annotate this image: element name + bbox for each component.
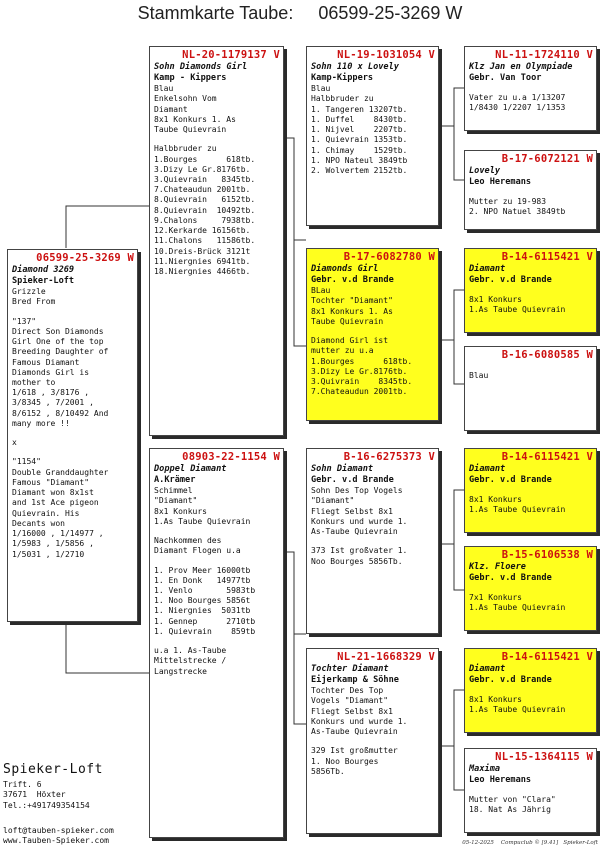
breeder-name: Eijerkamp & Söhne xyxy=(311,675,399,686)
pigeon-card-mmm xyxy=(464,748,597,833)
note-line: 12.Kerkarde 16156tb. xyxy=(154,226,251,236)
note-spacer xyxy=(469,686,593,695)
breeder-name: Gebr. v.d Brande xyxy=(469,573,552,584)
loft-contact: loft@tauben-spieker.com www.Tauben-Spieker.com xyxy=(3,826,114,846)
note-line: 8/6152 , 8/10492 And xyxy=(12,408,109,418)
ring-number: 08903-22-1154 W xyxy=(182,451,280,463)
note-line: 1. Quievrain 859tb xyxy=(154,626,256,636)
pigeon-card-mfm xyxy=(464,546,597,631)
loft-address: Trift. 6 37671 Höxter Tel.:+491749354154 xyxy=(3,780,90,810)
pigeon-card-ffm xyxy=(464,150,597,230)
breeder-name: Gebr. v.d Brande xyxy=(469,675,552,686)
note-line: 1. Gennep 2710tb xyxy=(154,616,256,626)
note-line: and 1st Ace pigeon xyxy=(12,498,99,508)
note-line: 1/8430 1/2207 1/1353 xyxy=(469,103,566,113)
ring-number: NL-15-1364115 W xyxy=(495,751,593,763)
note-line: Tochter "Diamant" xyxy=(311,296,393,306)
ring-number: B-14-6115421 V xyxy=(501,451,593,463)
pigeon-card-mff xyxy=(464,448,597,533)
note-line: Fliegt Selbst 8x1 xyxy=(311,506,393,516)
note-line: 1. Prov Meer 16000tb xyxy=(154,565,251,575)
note-line: 10.Dreis-Brück 3121t xyxy=(154,246,251,256)
note-line: Fliegt Selbst 8x1 xyxy=(311,706,393,716)
note-line: 1/5031 , 1/2710 xyxy=(12,549,85,559)
note-line: 9.Chalons 7938tb. xyxy=(154,215,256,225)
breeder-name: Leo Heremans xyxy=(469,177,532,188)
note-spacer xyxy=(12,308,134,317)
pigeon-name: Diamonds Girl xyxy=(311,264,379,275)
note-line: 3.Quievrain 8345tb. xyxy=(154,175,256,184)
breeder-name: Kamp-Kippers xyxy=(311,73,374,84)
note-line: 3/8345 , 7/2001 , xyxy=(12,398,94,408)
note-spacer xyxy=(311,737,435,746)
note-line: 1.As Taube Quievrain xyxy=(469,603,566,613)
pigeon-card-mf xyxy=(306,448,439,634)
breeder-name: Leo Heremans xyxy=(469,775,532,786)
ring-number: B-14-6115421 V xyxy=(501,651,593,663)
pigeon-name: Diamant xyxy=(469,664,506,675)
ring-number: B-14-6115421 V xyxy=(501,251,593,263)
note-spacer xyxy=(154,637,280,646)
ring-number: NL-11-1724110 V xyxy=(495,49,593,61)
note-line: 2. NPO Natuel 3849tb xyxy=(469,207,566,217)
pigeon-card-ff xyxy=(306,46,439,226)
note-spacer xyxy=(311,327,435,336)
ring-number: NL-21-1668329 V xyxy=(337,651,435,663)
note-line: Diamond Girl ist xyxy=(311,336,389,346)
loft-name: Spieker-Loft xyxy=(3,762,103,777)
note-line: 1.Bourges 618tb. xyxy=(154,154,256,164)
pigeon-attribute: BLau xyxy=(311,286,331,296)
note-line: Famous Diamant xyxy=(12,357,80,367)
pigeon-card-fm xyxy=(306,248,439,421)
pigeon-attribute: Bred From xyxy=(12,297,56,307)
note-spacer xyxy=(12,448,134,457)
note-line: 8x1 Konkurs 1. As xyxy=(154,114,236,124)
note-line: Diamant Flogen u.a xyxy=(154,546,241,556)
note-line: 1. Venlo 5983tb xyxy=(154,586,256,595)
pigeon-card-mmf xyxy=(464,648,597,733)
breeder-name: Spieker-Loft xyxy=(12,276,75,287)
note-line: Tochter Des Top xyxy=(311,686,384,696)
note-line: 1. Chimay 1529tb. xyxy=(311,145,408,155)
note-line: 1/618 , 3/8176 , xyxy=(12,388,90,398)
ring-number: B-17-6072121 W xyxy=(501,153,593,165)
note-line: Diamant xyxy=(154,104,188,114)
note-line: Langstrecke xyxy=(154,666,207,676)
note-spacer xyxy=(12,429,134,438)
note-line: Girl One of the top xyxy=(12,337,104,347)
pigeon-card-fmm xyxy=(464,346,597,431)
note-line: 1.As Taube Quievrain xyxy=(469,505,566,515)
note-line: Taube Quievrain xyxy=(311,316,384,326)
breeder-name: A.Krämer xyxy=(154,475,196,486)
breeder-name: Kamp - Kippers xyxy=(154,73,227,84)
note-line: 2. Wolvertem 2152tb. xyxy=(311,166,408,175)
note-line: Direct Son Diamonds xyxy=(12,326,104,336)
note-line: Sohn Des Top Vogels xyxy=(311,486,403,496)
note-line: Enkelsohn Vom xyxy=(154,94,217,104)
note-spacer xyxy=(469,188,593,197)
note-line: Quievrain. His xyxy=(12,508,80,518)
note-line: mother to xyxy=(12,378,56,387)
note-line: 3.Dizy Le Gr.8176tb. xyxy=(154,164,251,174)
pigeon-attribute: Blau xyxy=(311,84,331,94)
ring-number: 06599-25-3269 W xyxy=(36,252,134,264)
pigeon-name: Sohn Diamonds Girl xyxy=(154,62,248,73)
note-line: u.a 1. As-Taube xyxy=(154,646,227,656)
note-line: Diamonds Girl is xyxy=(12,367,90,377)
pigeon-name: Tochter Diamant xyxy=(311,664,389,675)
note-spacer xyxy=(311,537,435,546)
note-line: "Diamant" xyxy=(311,496,355,506)
pigeon-name: Klz Jan en Olympiade xyxy=(469,62,573,73)
ring-number: B-15-6106538 W xyxy=(501,549,593,561)
note-line: 1. En Donk 14977tb xyxy=(154,575,251,585)
note-line: 1. Noo Bourges 5856t xyxy=(154,596,251,606)
note-line: 3.Quivrain 8345tb. xyxy=(311,377,413,386)
pigeon-card-father xyxy=(149,46,284,436)
note-line: 1.Bourges 618tb. xyxy=(311,356,413,366)
note-line: 1. Nijvel 2207tb. xyxy=(311,125,408,135)
ring-number: B-17-6082780 W xyxy=(343,251,435,263)
note-spacer xyxy=(154,557,280,566)
note-line: Decants won xyxy=(12,518,65,528)
note-line: 7.Chateaudun 2001tb. xyxy=(154,185,251,195)
note-line: Taube Quievrain xyxy=(154,125,227,135)
pigeon-attribute: Grizzle xyxy=(12,287,46,297)
note-line: 8x1 Konkurs xyxy=(469,695,522,705)
note-line: Noo Bourges 5856Tb. xyxy=(311,556,403,566)
note-line: Breeding Daughter of xyxy=(12,347,109,357)
pigeon-name: Diamond 3269 xyxy=(12,265,75,276)
breeder-name: Gebr. v.d Brande xyxy=(469,275,552,286)
note-line: 1/5983 , 1/5856 , xyxy=(12,539,94,549)
note-line: 18.Niergnies 4466tb. xyxy=(154,267,251,277)
pigeon-card-mm xyxy=(306,648,439,834)
pigeon-name: Maxima xyxy=(469,764,501,775)
note-line: 373 Ist großvater 1. xyxy=(311,546,408,556)
note-line: 8x1 Konkurs xyxy=(154,506,207,516)
breeder-name: Gebr. v.d Brande xyxy=(469,475,552,486)
note-line: Blau xyxy=(469,371,489,381)
note-line: 1.As Taube Quievrain xyxy=(469,705,566,715)
breeder-name: Gebr. v.d Brande xyxy=(311,275,394,286)
pigeon-name: Lovely xyxy=(469,166,501,177)
note-line: Mutter von "Clara" xyxy=(469,795,556,805)
note-line: Halbbruder zu xyxy=(311,94,374,104)
note-line: many more !! xyxy=(12,418,70,428)
breeder-name: Gebr. Van Toor xyxy=(469,73,542,84)
note-line: As-Taube Quievrain xyxy=(311,727,398,737)
pigeon-name: Klz. Floere xyxy=(469,562,526,573)
note-line: 8x1 Konkurs xyxy=(469,495,522,505)
note-line: 1. Noo Bourges xyxy=(311,756,379,766)
note-spacer xyxy=(154,527,280,536)
ring-number: NL-19-1031054 V xyxy=(337,49,435,61)
note-line: 18. Nat As Jährig xyxy=(469,805,551,815)
print-stamp: 05-12-2025 Compuclub © [9.41] Spieker-Loft xyxy=(462,840,598,846)
pigeon-card-mother xyxy=(149,448,284,838)
pigeon-card-main xyxy=(7,249,138,622)
note-line: 7.Chateaudun 2001tb. xyxy=(311,387,408,397)
note-line: 3.Dizy Le Gr.8176tb. xyxy=(311,366,408,376)
note-line: 1.As Taube Quievrain xyxy=(469,305,566,315)
note-line: 329 Ist großmutter xyxy=(311,746,398,756)
note-line: 1/16000 , 1/14977 , xyxy=(12,529,104,539)
note-line: 1. Niergnies 5031tb xyxy=(154,606,251,616)
note-line: Halbbruder zu xyxy=(154,144,217,154)
note-line: As-Taube Quievrain xyxy=(311,527,398,537)
pigeon-attribute: Schimmel xyxy=(154,486,193,496)
note-line: 1. Duffel 8430tb. xyxy=(311,114,408,124)
note-line: "1154" xyxy=(12,457,41,467)
note-line: x xyxy=(12,438,17,448)
note-line: 11.Niergnies 6941tb. xyxy=(154,256,251,266)
note-line: Konkurs und wurde 1. xyxy=(311,516,408,526)
note-spacer xyxy=(469,84,593,93)
pigeon-name: Sohn Diamant xyxy=(311,464,374,475)
note-line: 8.Quievrain 10492tb. xyxy=(154,205,256,215)
note-line: 1. Quievrain 1353tb. xyxy=(311,135,408,145)
note-line: 8.Quievrain 6152tb. xyxy=(154,195,256,205)
note-line: Famous "Diamant" xyxy=(12,477,90,487)
note-spacer xyxy=(469,486,593,495)
note-line: "Diamant" xyxy=(154,496,198,506)
note-line: 1. Tangeren 13207tb. xyxy=(311,104,408,114)
note-line: 8x1 Konkurs xyxy=(469,295,522,305)
note-line: Vogels "Diamant" xyxy=(311,696,389,706)
note-line: 11.Chalons 11586tb. xyxy=(154,236,256,246)
breeder-name: Gebr. v.d Brande xyxy=(311,475,394,486)
pigeon-name: Diamant xyxy=(469,264,506,275)
page-title: Stammkarte Taube: 06599-25-3269 W xyxy=(137,3,463,23)
note-line: 1. NPO Nateul 3849tb xyxy=(311,155,408,165)
ring-number: B-16-6275373 V xyxy=(343,451,435,463)
note-spacer xyxy=(469,786,593,795)
note-spacer xyxy=(469,362,593,371)
note-line: 5856Tb. xyxy=(311,766,345,776)
pigeon-name: Diamant xyxy=(469,464,506,475)
note-line: Double Granddaughter xyxy=(12,467,109,477)
note-line: Diamant won 8x1st xyxy=(12,488,94,498)
note-line: "137" xyxy=(12,316,37,326)
note-spacer xyxy=(154,135,280,144)
note-line: Vater zu u.a 1/13207 xyxy=(469,93,566,103)
pigeon-name: Doppel Diamant xyxy=(154,464,227,475)
ring-number: B-16-6080585 W xyxy=(501,349,593,361)
ring-number: NL-20-1179137 V xyxy=(182,49,280,61)
pigeon-name: Sohn 110 x Lovely xyxy=(311,62,399,73)
note-line: Mittelstrecke / xyxy=(154,656,227,666)
note-line: Mutter zu 19-983 xyxy=(469,197,547,207)
note-line: Nachkommen des xyxy=(154,536,222,546)
pigeon-card-fff xyxy=(464,46,597,131)
note-line: 1.As Taube Quievrain xyxy=(154,516,251,526)
note-spacer xyxy=(469,286,593,295)
note-line: Konkurs und wurde 1. xyxy=(311,716,408,726)
note-line: 7x1 Konkurs xyxy=(469,593,522,603)
pigeon-attribute: Blau xyxy=(154,84,174,94)
pigeon-card-fmf xyxy=(464,248,597,333)
note-line: mutter zu u.a xyxy=(311,346,374,356)
note-spacer xyxy=(469,584,593,593)
note-line: 8x1 Konkurs 1. As xyxy=(311,306,393,316)
